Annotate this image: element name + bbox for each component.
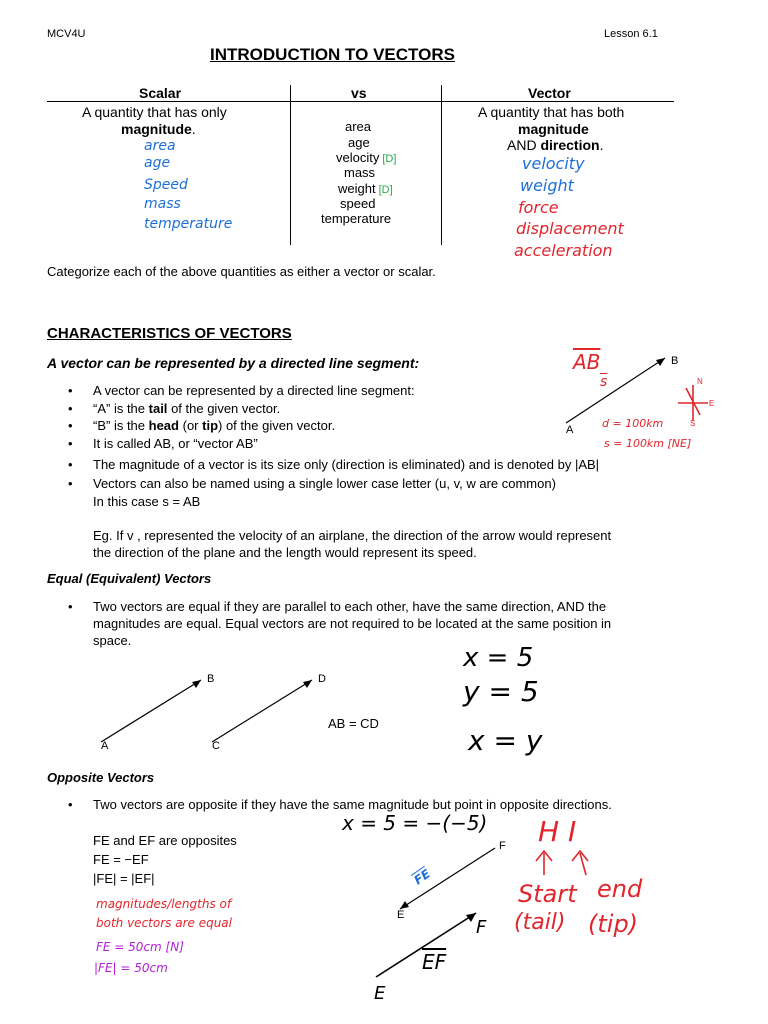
vector-hand-blue-1: weight: [520, 176, 574, 195]
hand-magnitudes-1: magnitudes/lengths of: [96, 897, 232, 911]
equal-label-c: C: [212, 740, 220, 752]
scalar-hand-4: temperature: [144, 216, 233, 232]
hand-f2: F: [476, 917, 487, 938]
hand-x-eq-y: x = y: [468, 724, 543, 757]
opposite-line-1: FE and EF are opposites: [93, 833, 237, 848]
char-bullet-6: • Vectors can also be named using a single lower case letter (u, v, w are common): [93, 476, 556, 491]
scalar-hand-3: mass: [144, 196, 181, 212]
middle-item-4: weight: [338, 181, 376, 196]
table-header-rule: [47, 101, 674, 102]
opposite-line-2: FE = −EF: [93, 852, 149, 867]
hand-fe-50-n: FE = 50cm [N]: [96, 940, 184, 954]
char-bullet-2: • “A” is the tail of the given vector.: [93, 401, 280, 416]
equal-bullet-1: • Two vectors are equal if they are parallel to each other, have the same direction, AND the: [93, 599, 606, 614]
vector-definition: A quantity that has both: [478, 104, 625, 120]
scalar-definition-bold: magnitude: [121, 121, 192, 137]
middle-item-6: temperature: [321, 211, 392, 226]
equal-label-b: B: [207, 673, 215, 685]
middle-item-1: age: [348, 135, 370, 150]
char-bullet-4: • It is called AB, or “vector AB”: [93, 436, 258, 451]
hand-x-eq-neg-neg-5: x = 5 = −(−5): [342, 811, 488, 835]
equal-bullet-3: space.: [93, 633, 132, 648]
vector-fe-arrowhead: [400, 901, 409, 909]
middle-item-0: area: [345, 119, 372, 134]
col-scalar-header: Scalar: [139, 85, 182, 101]
hand-tail: (tail): [514, 910, 566, 935]
opposite-line-3: |FE| = |EF|: [93, 871, 155, 886]
hand-tip: (tip): [588, 910, 639, 938]
hand-s-value: s = 100km [NE]: [604, 437, 692, 450]
compass-s: S: [690, 419, 696, 428]
vector-hand-red-0: force: [518, 198, 559, 217]
vector-hand-red-2: acceleration: [514, 241, 613, 260]
vector-definition-direction: direction: [540, 137, 600, 153]
hand-hi: H I: [538, 815, 577, 848]
opposite-heading: Opposite Vectors: [47, 770, 155, 785]
vector-hand-red-1: displacement: [516, 219, 624, 238]
opposite-vectors-diagram: [370, 835, 530, 985]
hand-magnitudes-2: both vectors are equal: [96, 916, 232, 930]
table-divider-right: [441, 85, 442, 245]
opposite-label-f: F: [499, 840, 506, 852]
hand-fe-blue: $\overline{FE}$: [411, 866, 433, 888]
eg-line-2: the direction of the plane and the length would represent its speed.: [93, 545, 477, 560]
char-bullet-5: • The magnitude of a vector is its size only (direction is eliminated) and is denoted by |AB|: [93, 457, 599, 472]
middle-item-2: velocity: [336, 150, 380, 165]
vector-ab-arrowhead: [656, 358, 665, 366]
equal-bullet-2: magnitudes are equal. Equal vectors are not required to be located at the same position in: [93, 616, 612, 631]
hand-s: $\overline{s}$: [600, 374, 608, 390]
vector-definition-and: AND: [507, 137, 537, 153]
scalar-hand-2: Speed: [144, 177, 188, 193]
char-in-this-case: In this case s = AB: [93, 494, 201, 509]
scalar-definition: A quantity that has only: [82, 104, 227, 120]
categorize-instruction: Categorize each of the above quantities as either a vector or scalar.: [47, 264, 436, 279]
scalar-hand-0: area: [144, 138, 176, 154]
equal-heading: Equal (Equivalent) Vectors: [47, 571, 212, 586]
hand-x-eq-5: x = 5: [463, 643, 534, 673]
vector-cd-line: [212, 680, 312, 742]
hand-y-eq-5: y = 5: [463, 675, 539, 708]
hand-e2: E: [374, 983, 386, 1004]
diagram-label-a: A: [566, 424, 574, 436]
hand-end: end: [597, 875, 643, 903]
eg-line-1: Eg. If v , represented the velocity of an airplane, the direction of the arrow would represent: [93, 528, 612, 543]
vector-ab-equal-arrowhead: [192, 680, 201, 688]
characteristics-subheading: A vector can be represented by a directed line segment:: [47, 355, 420, 371]
characteristics-heading: CHARACTERISTICS OF VECTORS: [47, 325, 292, 342]
diagram-label-b: B: [671, 355, 679, 367]
vector-cd-arrowhead: [303, 680, 312, 688]
hand-start: Start: [518, 880, 577, 908]
char-bullet-3: • “B” is the head (or tip) of the given vector.: [93, 418, 335, 433]
page-title: INTRODUCTION TO VECTORS: [210, 45, 455, 64]
middle-tag-velocity: [D]: [382, 153, 397, 165]
hand-fe-magnitude: |FE| = 50cm: [94, 961, 168, 975]
vector-hand-blue-0: velocity: [522, 154, 585, 173]
vector-ab-equal-line: [101, 680, 201, 742]
col-vector-header: Vector: [528, 85, 571, 101]
hand-ab: $\overline{AB}$: [573, 350, 601, 374]
compass-icon: [678, 385, 708, 421]
opposite-bullet: • Two vectors are opposite if they have the same magnitude but point in opposite directions.: [93, 797, 612, 812]
equal-label-d: D: [318, 673, 326, 685]
middle-item-3: mass: [344, 165, 376, 180]
col-vs-header: vs: [351, 85, 367, 101]
equal-equation: AB = CD: [328, 716, 379, 731]
equal-label-a: A: [101, 740, 109, 752]
hand-ef: $\overline{EF}$: [422, 950, 447, 974]
hand-d: d = 100km: [602, 417, 664, 430]
middle-tag-weight: [D]: [378, 184, 393, 196]
middle-item-5: speed: [340, 196, 376, 211]
char-bullet-1: • A vector can be represented by a directed line segment:: [93, 383, 415, 398]
compass-e: E: [709, 399, 715, 408]
compass-n: N: [697, 377, 703, 386]
opposite-label-e: E: [397, 909, 405, 921]
lesson-number: Lesson 6.1: [604, 28, 658, 40]
vector-definition-bold: magnitude: [518, 121, 589, 137]
scalar-hand-1: age: [144, 155, 171, 171]
table-divider-left: [290, 85, 291, 245]
course-code: MCV4U: [47, 28, 86, 40]
